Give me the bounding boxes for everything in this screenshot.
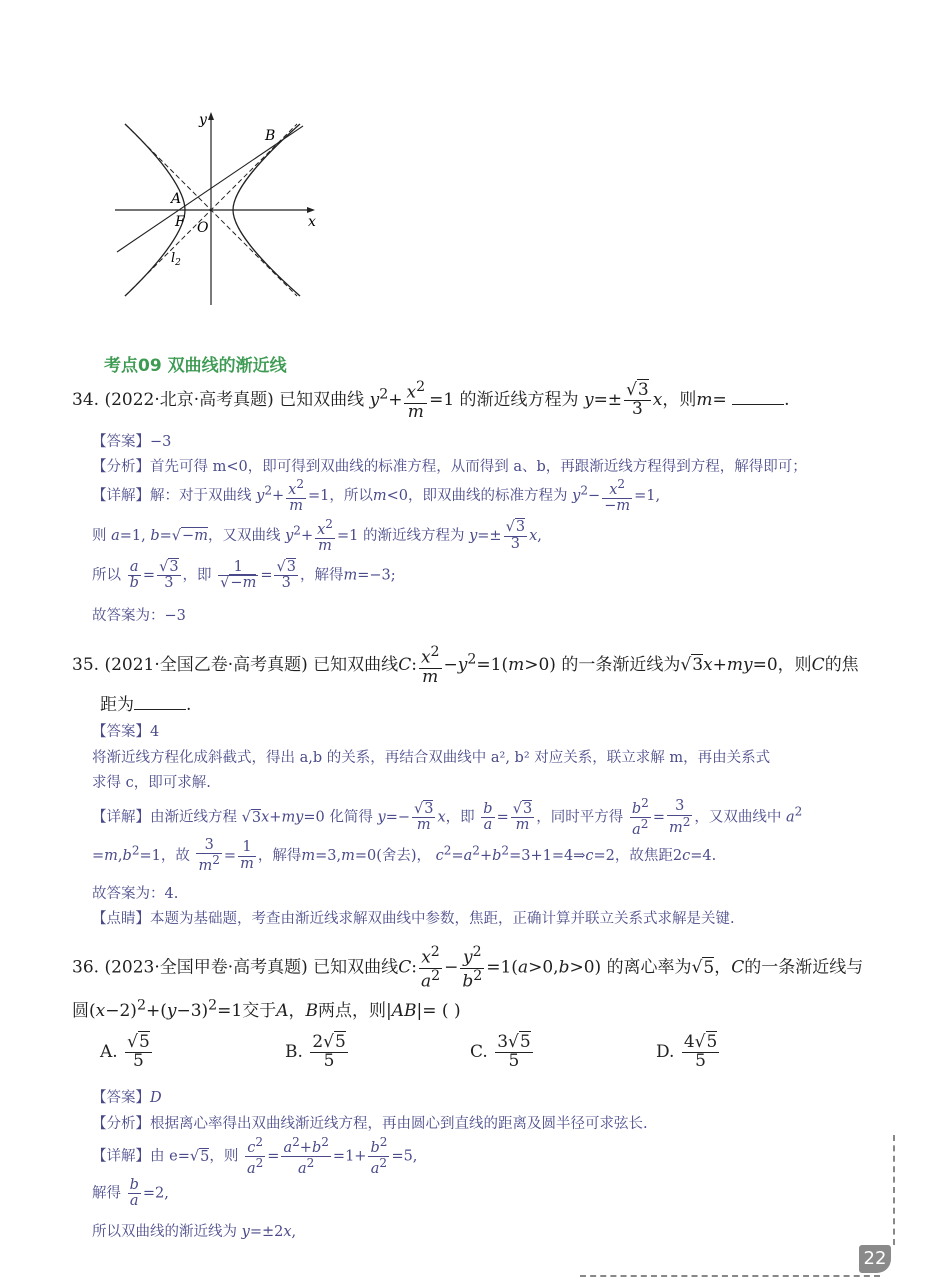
page-number: 22 — [859, 1245, 891, 1273]
q36-option-b[interactable]: B. $\frac{2√5}{5}$ — [285, 1032, 346, 1071]
x-axis-arrow — [307, 207, 315, 213]
page-corner-dash-vertical — [893, 1135, 895, 1245]
q35-blank[interactable] — [134, 695, 186, 710]
q34-prefix: 34. (2022·北京·高考真题) 已知双曲线 — [72, 390, 365, 411]
label-F: F — [175, 214, 185, 230]
q35-analysis-2: 求得 c，即可求解. — [92, 775, 211, 791]
y-axis-arrow — [208, 112, 214, 120]
q36-option-d[interactable]: D. $\frac{4√5}{5}$ — [656, 1032, 718, 1071]
q36-analysis: 【分析】根据离心率得出双曲线渐近线方程，再由圆心到直线的距离及圆半径可求弦长. — [92, 1116, 648, 1132]
q34-mid: 的渐近线方程为 — [459, 390, 579, 411]
q34-final: 故答案为：−3 — [92, 608, 186, 624]
label-x: x — [308, 214, 316, 230]
q34-detail-3: 所以 $\frac{a}{b}$ = $\frac{√3}{3}$ ，即 $\frac{1}{√-m}$ = $\frac{√3}{3}$ ，解得m=−3; — [92, 559, 396, 592]
q35-final: 故答案为：4. — [92, 886, 179, 902]
section-title: 考点09 双曲线的渐近线 — [104, 356, 287, 376]
q36-option-a[interactable]: A. $\frac{√5}{5}$ — [100, 1032, 150, 1071]
q36-stem-line2: 圆$(x-2)^2+(y-3)^2=1$交于A，B两点，则|AB|= ( ) — [72, 997, 461, 1021]
label-O: O — [197, 220, 209, 236]
q34-analysis: 【分析】首先可得 m<0，即可得到双曲线的标准方程，从而得到 a、b，再跟渐近线方程得到方程，解得即可； — [92, 459, 807, 475]
q34-blank[interactable] — [732, 390, 784, 405]
label-y: y — [199, 112, 207, 128]
q34-detail-1: 【详解】解：对于双曲线 $y^2+$ $\frac{x^2}{m}$ =1，所以m<0，即双曲线的标准方程为 $y^2-$ $\frac{x^2}{-m}$ =1, — [92, 477, 661, 515]
q34-answer: 【答案】−3 — [92, 434, 172, 450]
page-corner-dash-horizontal — [580, 1275, 880, 1277]
q36-option-c[interactable]: C. $\frac{3√5}{5}$ — [470, 1032, 531, 1071]
q36-detail-2: 解得 $\frac{b}{a}$ =2, — [92, 1177, 169, 1210]
q35-analysis-1: 将渐近线方程化成斜截式，得出 a,b 的关系，再结合双曲线中 a², b² 对应关系，联立求解 m，再由关系式 — [92, 750, 771, 766]
label-l2: $l_2$ — [171, 251, 181, 268]
q35-answer: 【答案】4 — [92, 724, 160, 740]
q35-stem: 35. (2021·全国乙卷·高考真题) 已知双曲线C: $\frac{x^2}{m}$ $-y^2=1(m>0)$ 的一条渐近线为√3x+my=0，则C的焦 — [72, 644, 859, 687]
q35-comment: 【点睛】本题为基础题，考查由渐近线求解双曲线中参数，焦距，正确计算并联立关系式求解是关键. — [92, 911, 735, 927]
hyperbola-figure — [105, 100, 335, 315]
label-B: B — [265, 128, 276, 144]
q34-tail: ，则 — [662, 390, 697, 411]
q35-detail-2: $=m,b^2=1$，故 $\frac{3}{m^2}$ = $\frac{1}{m}$ ，解得m=3,m=0(舍去)， $c^2=a^2+b^2=3+1=4\Rightarrow c=2$，故焦距2c=4. — [92, 837, 717, 875]
q36-answer: 【答案】D — [92, 1090, 162, 1106]
q36-stem: 36. (2023·全国甲卷·高考真题) 已知双曲线C: $\frac{x^2}{a^2}$ − $\frac{y^2}{b^2}$ =1(a>0,b>0) 的离心率为√5，C的一条渐近线与 — [72, 944, 864, 992]
q36-detail-3: 所以双曲线的渐近线为 y=±2x, — [92, 1224, 297, 1240]
q35-stem-line2: 距为 . — [100, 695, 192, 715]
q35-detail-1: 【详解】由渐近线方程 √3x+my=0 化简得 y=− $\frac{√3}{m}$ x，即 $\frac{b}{a}$ = $\frac{√3}{m}$ ，同时平方得 $\frac{b^2}{a^2}$ = $\frac{3}{m^2}$ ，又双曲线中 $a^2$ — [92, 796, 803, 838]
q36-detail-1: 【详解】由 e=√5，则 $\frac{c^2}{a^2}$ = $\frac{a^2+b^2}{a^2}$ =1+ $\frac{b^2}{a^2}$ =5, — [92, 1135, 418, 1177]
q34-detail-2: 则 a=1, b=√−m，又双曲线 $y^2+$ $\frac{x^2}{m}$ =1 的渐近线方程为 y=± $\frac{√3}{3}$ x, — [92, 517, 542, 555]
label-A: A — [171, 191, 182, 207]
q34-stem: 34. (2022·北京·高考真题) 已知双曲线 $y^2+$ $\frac{x^2}{m}$ =1 的渐近线方程为 y=± $\frac{√3}{3}$ x，则m= . — [72, 379, 790, 422]
